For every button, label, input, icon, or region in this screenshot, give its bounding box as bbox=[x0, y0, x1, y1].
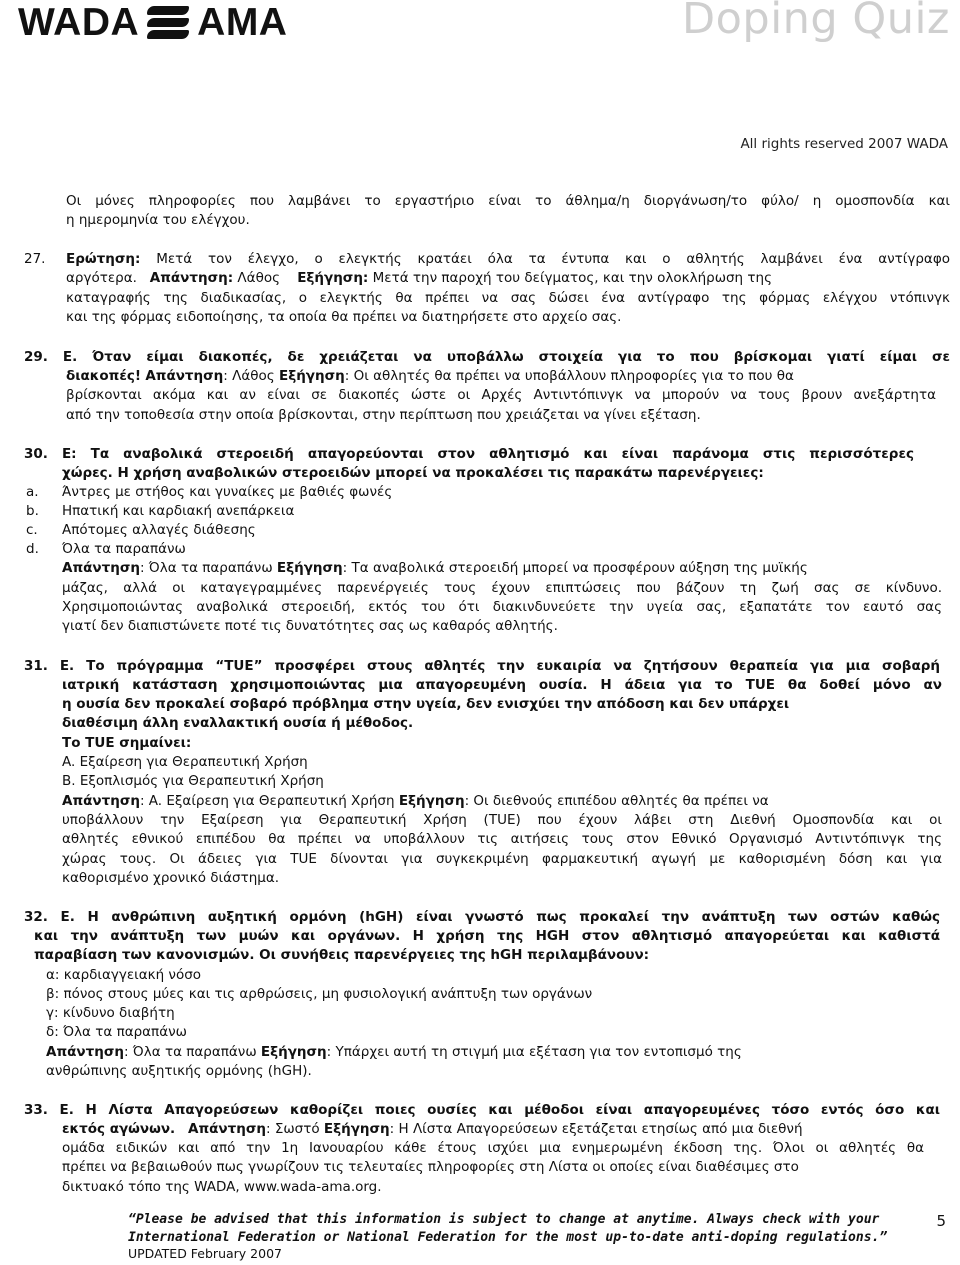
q32-heading-1: 32. Ε. Η ανθρώπινη αυξητική ορμόνη (hGH) είναι γνωστό πως προκαλεί την ανάπτυξη των οστών καθώς bbox=[24, 909, 940, 925]
q33-heading-1: 33. Ε. Η Λίστα Απαγορεύσεων καθορίζει ποιες ουσίες και μέθοδοι είναι απαγορευμένες τόσο εντός όσο και bbox=[24, 1102, 940, 1118]
q27-number: 27. bbox=[24, 251, 46, 267]
q27-answer-line: αργότερα. Απάντηση: Λάθος Εξήγηση: Μετά την παροχή του δείγματος, και την ολοκλήρωση της bbox=[66, 270, 773, 286]
q29-heading-1: 29. Ε. Όταν είμαι διακοπές, δε χρειάζεται να υποβάλλω στοιχεία για το που βρίσκομαι γιατί είμαι σε bbox=[24, 349, 950, 365]
q30-heading-1: 30. Ε: Τα αναβολικά στεροειδή απαγορεύονται στον αθλητισμό και είναι παράνομα στις περισσότερες bbox=[24, 446, 914, 462]
q31-heading-3: η ουσία δεν προκαλεί σοβαρό πρόβλημα στην υγεία, δεν ενισχύει την απόδοση και δεν υπάρχει bbox=[62, 696, 790, 712]
q30-explanation-3: γιατί δεν διαπιστώνετε ποτέ τις δυνατότητες σας ως καθαρός αθλητής. bbox=[62, 618, 558, 634]
q31-option-b: B. Εξοπλισμός για Θεραπευτική Χρήση bbox=[62, 773, 324, 789]
q32-heading-3: παραβίαση των κανονισμών. Οι συνήθεις παρενέργειες της hGH περιλαμβάνουν: bbox=[34, 947, 650, 963]
footer-disclaimer-line-1: “Please be advised that this information is subject to change at anytime. Always check with your bbox=[128, 1212, 880, 1227]
document-title: Doping Quiz bbox=[682, 0, 950, 44]
q32-answer-line: Απάντηση: Όλα τα παραπάνω Εξήγηση: Υπάρχει αυτή τη στιγμή μια εξέταση για τον εντοπισμό της bbox=[46, 1044, 742, 1060]
q31-heading-4: διαθέσιμη άλλη εναλλακτική ουσία ή μέθοδος. bbox=[62, 715, 414, 731]
q30-explanation-2: Χρησιμοποιώντας αναβολικά στεροειδή, εκτός του ότι διακινδυνεύετε την υγεία σας, εξαπατάτε τον εαυτό σας bbox=[62, 599, 942, 615]
footer-disclaimer-line-2: International Federation or National Federation for the most up-to-date anti-doping regulations.” bbox=[128, 1230, 888, 1245]
q30-answer-line: Απάντηση: Όλα τα παραπάνω Εξήγηση: Τα αναβολικά στεροειδή μπορεί να προσφέρουν αύξηση της μυϊκής bbox=[62, 560, 808, 576]
q32-option-c: γ: κίνδυνο διαβήτη bbox=[46, 1005, 175, 1021]
q30-option-a: a. bbox=[26, 484, 39, 500]
q29-explanation-2: από την τοποθεσία στην οποία βρίσκονται, στην περίπτωση που χρειάζεται να γίνει εξέταση. bbox=[66, 407, 701, 423]
logo-wada-text: WADA bbox=[18, 1, 140, 44]
q31-explanation-4: καθορισμένο χρονικό διάστημα. bbox=[62, 870, 280, 886]
q32-explanation-1: ανθρώπινης αυξητικής ορμόνης (hGH). bbox=[46, 1063, 312, 1079]
q30-option-b-text: Ηπατική και καρδιακή ανεπάρκεια bbox=[62, 503, 295, 519]
q31-explanation-2: αθλητές εθνικού επιπέδου θα πρέπει να υποβάλλουν τις αιτήσεις τους στον Εθνικό Οργανισμό Αντιντόπινγκ της bbox=[62, 831, 942, 847]
q31-option-a: A. Εξαίρεση για Θεραπευτική Χρήση bbox=[62, 754, 308, 770]
q27-explanation-1: καταγραφής της διαδικασίας, ο ελεγκτής θα πρέπει να σας δώσει ένα αντίγραφο της φόρμας ελέγχου ντόπινγκ bbox=[66, 290, 950, 306]
logo-stripes-icon bbox=[147, 3, 189, 43]
q30-explanation-1: μάζας, αλλά οι καταγεγραμμένες παρενέργειές τους έχουν επιπτώσεις που βάζουν τη ζωή σας σε κίνδυνο. bbox=[62, 580, 942, 596]
q30-option-c-text: Απότομες αλλαγές διάθεσης bbox=[62, 522, 256, 538]
q30-heading-2: χώρες. Η χρήση αναβολικών στεροειδών μπορεί να προκαλέσει τις παρακάτω παρενέργειες: bbox=[62, 465, 764, 481]
q31-heading-1: 31. Ε. Το πρόγραμμα “TUE” προσφέρει στους αθλητές την ευκαιρία να ζητήσουν θεραπεία για μια σοβαρή bbox=[24, 658, 940, 674]
footer-disclaimer bbox=[128, 1211, 887, 1247]
q30-option-a-text: Άντρες με στήθος και γυναίκες με βαθιές φωνές bbox=[62, 484, 393, 500]
q30-option-b: b. bbox=[26, 503, 39, 519]
q30-option-d-text: Όλα τα παραπάνω bbox=[62, 541, 186, 557]
q29-explanation-1: βρίσκονται ακόμα και αν είναι σε διακοπές ώστε οι Αρχές Αντιντόπινγκ να μπορούν να τους βρουν ανεξάρτητα bbox=[66, 387, 936, 403]
q30-option-c: c. bbox=[26, 522, 38, 538]
q29-answer-line: διακοπές! Απάντηση: Λάθος Εξήγηση: Οι αθλητές θα πρέπει να υποβάλλουν πληροφορίες για το που θα bbox=[66, 368, 794, 384]
q31-heading-5: Το TUE σημαίνει: bbox=[62, 735, 192, 751]
q32-heading-2: και την ανάπτυξη των μυών και οργάνων. Η χρήση της HGH στον αθλητισμό απαγορεύεται και καθιστά bbox=[34, 928, 940, 944]
q33-answer-line: εκτός αγώνων. Απάντηση: Σωστό Εξήγηση: Η Λίστα Απαγορεύσεων εξετάζεται ετησίως από μια διεθνή bbox=[62, 1121, 803, 1137]
intro-line-1: Οι μόνες πληροφορίες που λαμβάνει το εργαστήριο είναι το άθλημα/η διοργάνωση/το φύλο/ η ομοσπονδία και bbox=[66, 193, 950, 209]
q32-option-b: β: πόνος στους μύες και τις αρθρώσεις, μη φυσιολογική ανάπτυξη των οργάνων bbox=[46, 986, 593, 1002]
rights-notice: All rights reserved 2007 WADA bbox=[740, 136, 948, 152]
q31-explanation-3: χώρας τους. Οι άδειες για TUE δίνονται για συγκεκριμένη φαρμακευτική αγωγή με καθορισμένη δόση και για bbox=[62, 851, 942, 867]
q30-option-d: d. bbox=[26, 541, 39, 557]
q32-option-a: α: καρδιαγγειακή νόσο bbox=[46, 967, 202, 983]
updated-date: UPDATED February 2007 bbox=[128, 1246, 282, 1261]
q27-question: Ερώτηση: Μετά τον έλεγχο, ο ελεγκτής κρατάει όλα τα έντυπα και ο αθλητής λαμβάνει ένα αντίγραφο bbox=[66, 251, 950, 267]
q31-answer-line: Απάντηση: A. Εξαίρεση για Θεραπευτική Χρήση Εξήγηση: Οι διεθνούς επιπέδου αθλητές θα πρέπει να bbox=[62, 793, 769, 809]
q33-explanation-1: ομάδα ειδικών και από την 1η Ιανουαρίου κάθε έτους ισχύει μια ενημερωμένη έκδοση της. Όλοι οι αθλητές θα bbox=[62, 1140, 924, 1156]
q33-explanation-3: δικτυακό τόπο της WADA, www.wada-ama.org. bbox=[62, 1179, 382, 1195]
logo-ama-text: AMA bbox=[197, 1, 288, 44]
intro-line-2: η ημερομηνία του ελέγχου. bbox=[66, 212, 250, 228]
q27-explanation-2: και της φόρμας ειδοποίησης, τα οποία θα πρέπει να διατηρήσετε στο αρχείο σας. bbox=[66, 309, 622, 325]
q31-explanation-1: υποβάλλουν την Εξαίρεση για Θεραπευτική Χρήση (TUE) που έχουν λάβει στη Διεθνή Ομοσπονδία και οι bbox=[62, 812, 942, 828]
q31-heading-2: ιατρική κατάσταση χρησιμοποιώντας μια απαγορευμένη ουσία. Η άδεια για το TUE θα δοθεί μόνο αν bbox=[62, 677, 942, 693]
page-number: 5 bbox=[936, 1212, 946, 1230]
q32-option-d: δ: Όλα τα παραπάνω bbox=[46, 1024, 187, 1040]
q33-explanation-2: πρέπει να βεβαιωθούν πως γνωρίζουν τις τελευταίες πληροφορίες στη Λίστα οι οποίες είναι διαθέσιμες στο bbox=[62, 1159, 799, 1175]
wada-ama-logo bbox=[18, 2, 287, 44]
